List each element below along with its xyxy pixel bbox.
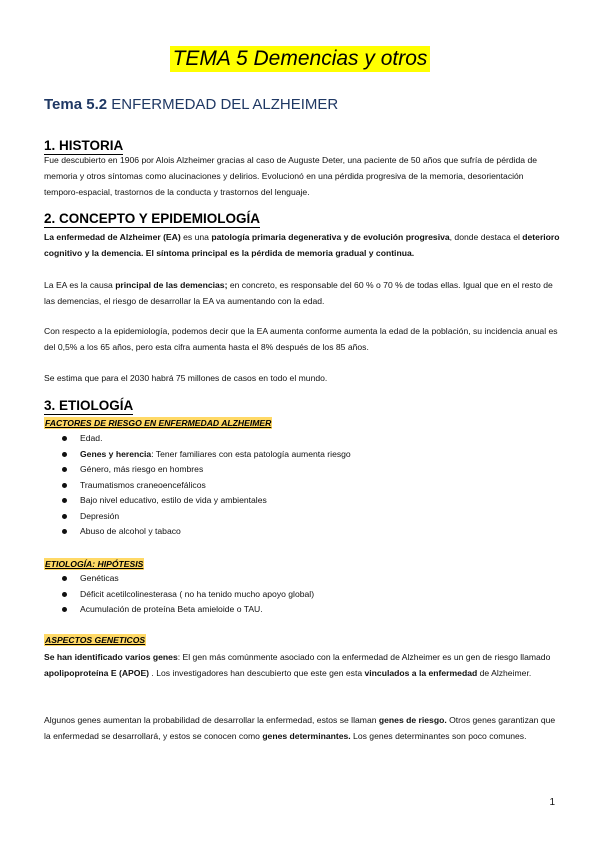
item-text: Traumatismos craneoencefálicos	[80, 479, 206, 490]
text: : El gen más comúnmente asociado con la enfermedad de Alzheimer es un gen de riesgo llamado	[177, 652, 551, 662]
item-text: : Tener familiares con esta patología aumenta riesgo	[151, 448, 351, 459]
list-item	[62, 431, 351, 447]
text-bold: apolipoproteína E (APOE)	[44, 668, 150, 678]
item-text: Género, más riesgo en hombres	[80, 464, 204, 474]
item-text: Abuso de alcohol y tabaco	[80, 526, 181, 536]
text: de Alzheimer.	[477, 668, 532, 678]
list-item	[62, 462, 351, 478]
page-number: 1	[549, 797, 555, 808]
geneticos-paragraph-1	[44, 649, 560, 681]
geneticos-paragraph-2	[44, 712, 560, 744]
heading-concepto: 2. CONCEPTO Y EPIDEMIOLOGÍA	[44, 211, 261, 226]
label-hipotesis: ETIOLOGÍA: HIPÓTESIS	[45, 559, 144, 569]
item-bold: Genes y herencia	[80, 448, 152, 459]
text-bold: Se han identificado varios genes	[44, 652, 178, 662]
text: . Los investigadores han descubierto que este gen esta	[149, 668, 365, 678]
title-container	[0, 46, 600, 72]
document-title: TEMA 5 Demencias y otros	[170, 46, 431, 72]
section-subtitle	[44, 96, 338, 113]
text: , donde destaca el	[449, 232, 523, 242]
text-bold: genes de riesgo.	[378, 715, 447, 725]
heading-historia: 1. HISTORIA	[44, 138, 124, 153]
text-bold: principal de las demencias;	[115, 280, 228, 290]
label-aspectos-geneticos: ASPECTOS GENETICOS	[45, 635, 146, 645]
text-bold: La enfermedad de Alzheimer (EA)	[44, 232, 181, 242]
item-text: Bajo nivel educativo, estilo de vida y ambientales	[80, 495, 267, 505]
text-bold: genes determinantes.	[262, 731, 351, 741]
subtitle-rest: ENFERMEDAD DEL ALZHEIMER	[111, 96, 339, 113]
text-bold: patología primaria degenerativa y de evolución progresiva	[211, 232, 450, 242]
text: Otros genes garantizan que la enfermedad se desarrollará, y estos se conocen como	[44, 715, 556, 741]
text: Los genes determinantes son poco comunes.	[350, 731, 527, 741]
list-item	[62, 447, 351, 463]
list-item	[62, 509, 351, 525]
item-text: Depresión	[80, 510, 120, 521]
heading-etiologia: 3. ETIOLOGÍA	[44, 398, 134, 413]
list-item	[62, 478, 351, 494]
item-text: Edad.	[80, 433, 103, 443]
text: en concreto, es responsable del 60 % o 70 % de todas ellas. Igual que en el resto de las demencias, el riesgo de desarrollar la EA va aumentando con la edad.	[44, 280, 553, 306]
subtitle-bold: Tema 5.2	[44, 96, 108, 113]
concepto-paragraph-4: Se estima que para el 2030 habrá 75 millones de casos en todo el mundo.	[44, 373, 328, 383]
list-item	[62, 493, 351, 509]
text: es una	[180, 232, 212, 242]
label-factores-riesgo: FACTORES DE RIESGO EN ENFERMEDAD ALZHEIMER	[45, 418, 272, 428]
factores-list	[62, 431, 351, 540]
text-bold: vinculados a la enfermedad	[364, 668, 478, 678]
historia-paragraph: Fue descubierto en 1906 por Alois Alzheimer gracias al caso de Auguste Deter, una paciente de 50 años que sufría de pérdida de memoria y otros síntomas como alucinaciones y delirios. Evolucionó en una pérdida progresiva de la memoria, desorientación temporo-espacial, trastornos de la conducta y trastornos del lenguaje.	[44, 155, 538, 197]
concepto-paragraph-2	[44, 277, 560, 309]
text: La EA es la causa	[44, 280, 116, 290]
list-item	[62, 524, 351, 540]
text: Algunos genes aumentan la probabilidad de desarrollar la enfermedad, estos se llaman	[44, 715, 379, 725]
hipotesis-list	[62, 571, 314, 618]
concepto-paragraph-3: Con respecto a la epidemiología, podemos decir que la EA aumenta conforme aumenta la edad de la población, su incidencia anual es del 0,5% a los 65 años, pero esta cifra aumenta hasta el 8% después de los 85 años.	[44, 326, 558, 352]
list-item: Acumulación de proteína Beta amieloide o TAU.	[62, 602, 314, 618]
list-item: Genéticas	[62, 571, 314, 587]
list-item: Déficit acetilcolinesterasa ( no ha tenido mucho apoyo global)	[62, 587, 314, 603]
text-bold: deterioro cognitivo y la demencia. El síntoma principal es la pérdida de memoria gradual y continua.	[44, 232, 560, 258]
concepto-paragraph-1	[44, 229, 560, 261]
